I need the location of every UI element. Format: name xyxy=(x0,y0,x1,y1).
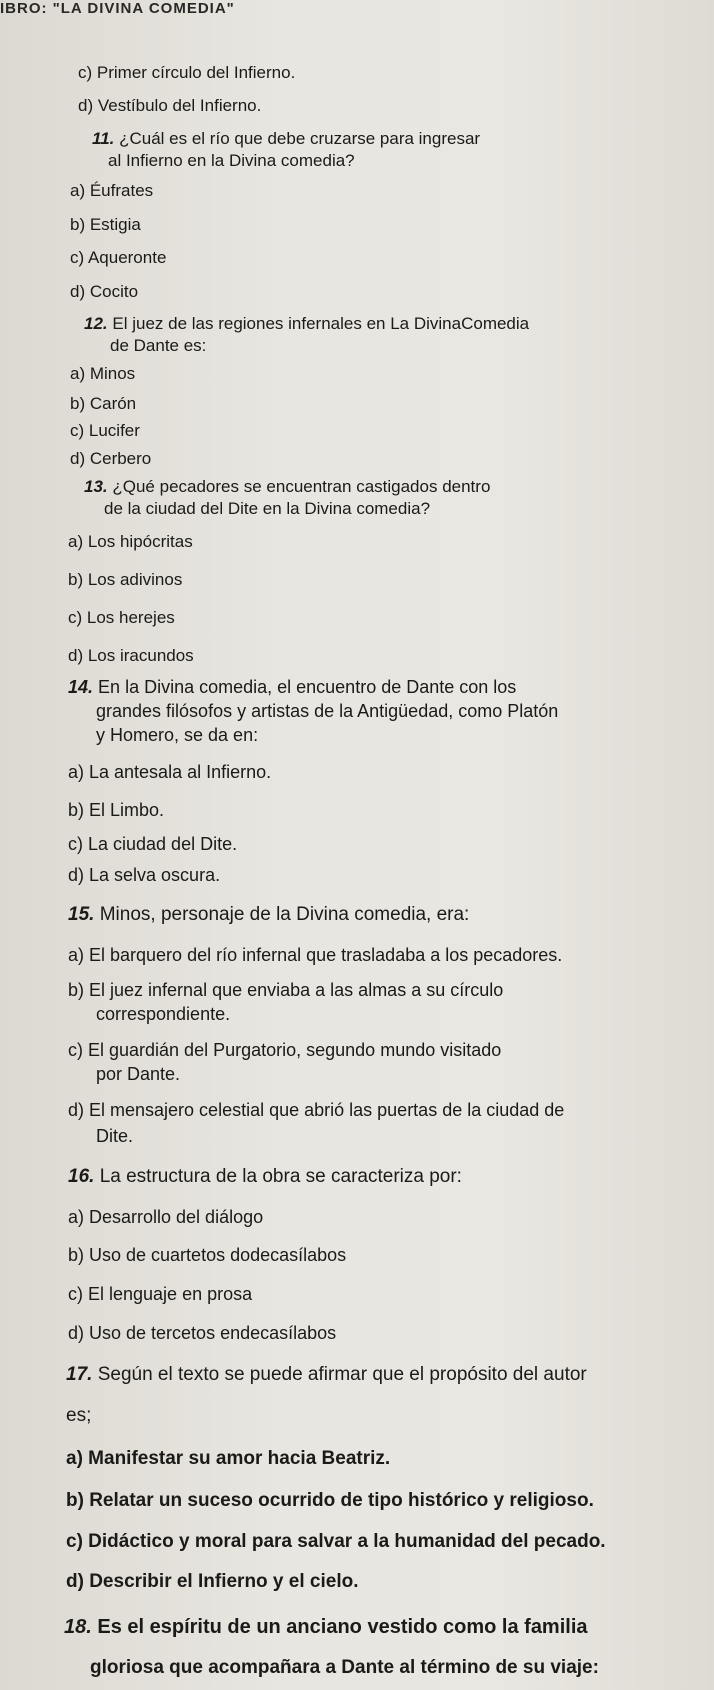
question-text: En la Divina comedia, el encuentro de Dante con los xyxy=(98,677,517,697)
q14-option-b: b) El Limbo. xyxy=(68,800,165,820)
question-12 xyxy=(84,313,529,334)
q15-option-b-line-2: correspondiente. xyxy=(96,1004,231,1024)
q15-option-a: a) El barquero del río infernal que trasladaba a los pecadores. xyxy=(68,945,563,965)
q16-option-c: c) El lenguaje en prosa xyxy=(68,1284,253,1304)
q14-option-a: a) La antesala al Infierno. xyxy=(68,762,272,782)
question-text: ¿Qué pecadores se encuentran castigados dentro xyxy=(112,477,491,496)
q11-option-d: d) Cocito xyxy=(70,282,139,301)
question-number: 15. xyxy=(68,904,95,925)
question-number: 17. xyxy=(66,1364,93,1385)
q12-option-a: a) Minos xyxy=(70,364,136,383)
question-13 xyxy=(84,476,490,497)
question-17-line-2: es; xyxy=(66,1405,92,1426)
q13-option-d: d) Los iracundos xyxy=(68,646,194,665)
question-11 xyxy=(92,128,480,149)
question-number: 13. xyxy=(84,477,108,496)
q17-option-a: a) Manifestar su amor hacia Beatriz. xyxy=(66,1448,391,1469)
q12-option-b: b) Carón xyxy=(70,394,137,413)
question-text: Es el espíritu de un anciano vestido como la familia xyxy=(97,1616,588,1638)
q10-option-d: d) Vestíbulo del Infierno. xyxy=(78,96,262,115)
q14-option-d: d) La selva oscura. xyxy=(68,865,221,885)
question-text: Según el texto se puede afirmar que el propósito del autor xyxy=(97,1364,587,1385)
q16-option-d: d) Uso de tercetos endecasílabos xyxy=(68,1323,337,1343)
q13-option-a: a) Los hipócritas xyxy=(68,532,193,551)
question-number: 14. xyxy=(68,677,94,697)
q10-option-c: c) Primer círculo del Infierno. xyxy=(78,63,296,82)
question-number: 11. xyxy=(92,129,115,148)
q15-option-c-line-2: por Dante. xyxy=(96,1064,181,1084)
question-number: 16. xyxy=(68,1166,95,1187)
q17-option-c: c) Didáctico y moral para salvar a la humanidad del pecado. xyxy=(66,1531,606,1552)
q11-option-c: c) Aqueronte xyxy=(70,248,167,267)
question-11-line-2: al Infierno en la Divina comedia? xyxy=(108,151,355,170)
q17-option-b: b) Relatar un suceso ocurrido de tipo histórico y religioso. xyxy=(66,1490,594,1511)
question-number: 12. xyxy=(84,314,108,333)
q12-option-d: d) Cerbero xyxy=(70,449,152,468)
q16-option-b: b) Uso de cuartetos dodecasílabos xyxy=(68,1245,347,1265)
q15-option-d-line-2: Dite. xyxy=(96,1126,134,1146)
q16-option-a: a) Desarrollo del diálogo xyxy=(68,1207,264,1227)
question-number: 18. xyxy=(64,1616,92,1638)
q11-option-b: b) Estigia xyxy=(70,215,141,234)
question-14 xyxy=(68,677,516,698)
q14-option-c: c) La ciudad del Dite. xyxy=(68,834,238,854)
question-text: ¿Cuál es el río que debe cruzarse para ingresar xyxy=(119,129,481,148)
question-text: Minos, personaje de la Divina comedia, era: xyxy=(99,904,470,925)
question-13-line-2: de la ciudad del Dite en la Divina comedia? xyxy=(104,499,431,518)
q15-option-d: d) El mensajero celestial que abrió las puertas de la ciudad de xyxy=(68,1100,565,1120)
q15-option-b: b) El juez infernal que enviaba a las almas a su círculo xyxy=(68,980,504,1000)
question-15 xyxy=(68,904,469,925)
q17-option-d: d) Describir el Infierno y el cielo. xyxy=(66,1571,359,1592)
question-16 xyxy=(68,1166,462,1187)
question-14-line-3: y Homero, se da en: xyxy=(96,725,259,745)
question-text: La estructura de la obra se caracteriza por: xyxy=(99,1166,462,1187)
q13-option-c: c) Los herejes xyxy=(68,608,175,627)
q13-option-b: b) Los adivinos xyxy=(68,570,183,589)
question-14-line-2: grandes filósofos y artistas de la Antigüedad, como Platón xyxy=(96,701,559,721)
question-12-line-2: de Dante es: xyxy=(110,336,207,355)
question-18 xyxy=(64,1617,588,1638)
q15-option-c: c) El guardián del Purgatorio, segundo mundo visitado xyxy=(68,1040,502,1060)
page-header: IBRO: "LA DIVINA COMEDIA" xyxy=(0,0,235,17)
question-18-line-2: gloriosa que acompañara a Dante al término de su viaje: xyxy=(90,1657,599,1678)
q11-option-a: a) Éufrates xyxy=(70,181,154,200)
q12-option-c: c) Lucifer xyxy=(70,421,140,440)
question-text: El juez de las regiones infernales en La DivinaComedia xyxy=(112,314,530,333)
question-17 xyxy=(66,1364,587,1385)
